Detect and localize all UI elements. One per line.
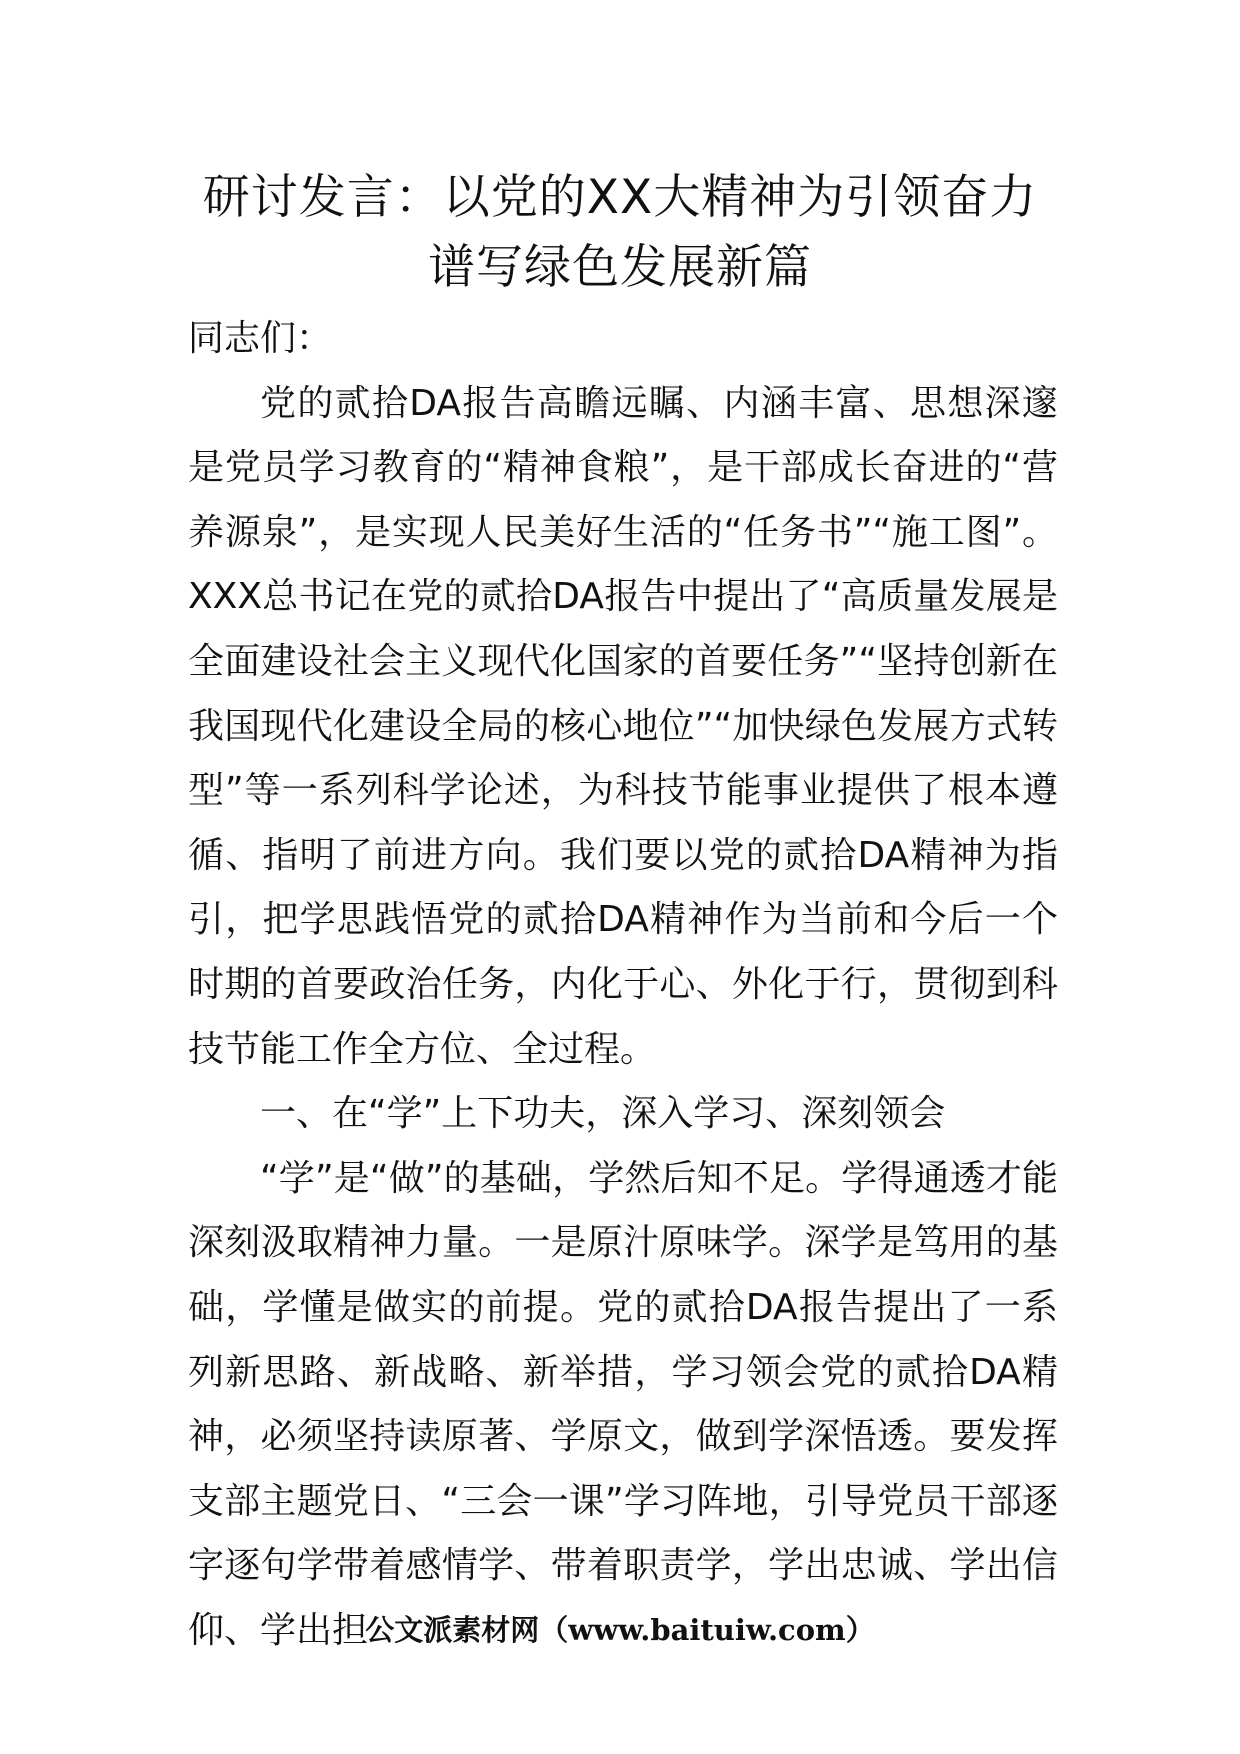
document-body — [188, 307, 1058, 1663]
salutation: 同志们： — [188, 318, 333, 359]
footer-watermark: 公文派素材网（www.baituiw.com） — [365, 1613, 875, 1647]
section-heading-1: 一、在“学”上下功夫，深入学习、深刻领会 — [260, 1093, 946, 1135]
paragraph-1: 党的贰拾DA报告高瞻远瞩、内涵丰富、思想深邃是党员学习教育的“精神食粮”，是干部成长奋进的“营养源泉”，是实现人民美好生活的“任务书”“施工图”。XXX总书记在党的贰拾DA报告中提出了“高质量发展是全面建设社会主义现代化国家的首要任务”“坚持创新在我国现代化建设全局的核心地位”“加快绿色发展方式转型”等一系列科学论述，为科技节能事业提供了根本遵循、指明了前进方向。我们要以党的贰拾DA精神为指引，把学思践悟党的贰拾DA精神作为当前和今后一个时期的首要政治任务，内化于心、外化于行，贯彻到科技节能工作全方位、全过程。 — [188, 382, 1058, 1070]
paragraph-2: “学”是“做”的基础，学然后知不足。学得通透才能深刻汲取精神力量。一是原汁原味学。深学是笃用的基础，学懂是做实的前提。党的贰拾DA报告提出了一系列新思路、新战略、新举措，学习领会党的贰拾DA精神，必须坚持读原著、学原文，做到学深悟透。要发挥支部主题党日、“三会一课”学习阵地，引导党员干部逐字逐句学带着感情学、带着职责学，学出忠诚、学出信仰、学出担 — [188, 1157, 1058, 1651]
document-title-line1: 研讨发言：以党的XX大精神为引领奋力 — [202, 170, 1038, 225]
document-title-line2: 谱写绿色发展新篇 — [428, 240, 812, 295]
